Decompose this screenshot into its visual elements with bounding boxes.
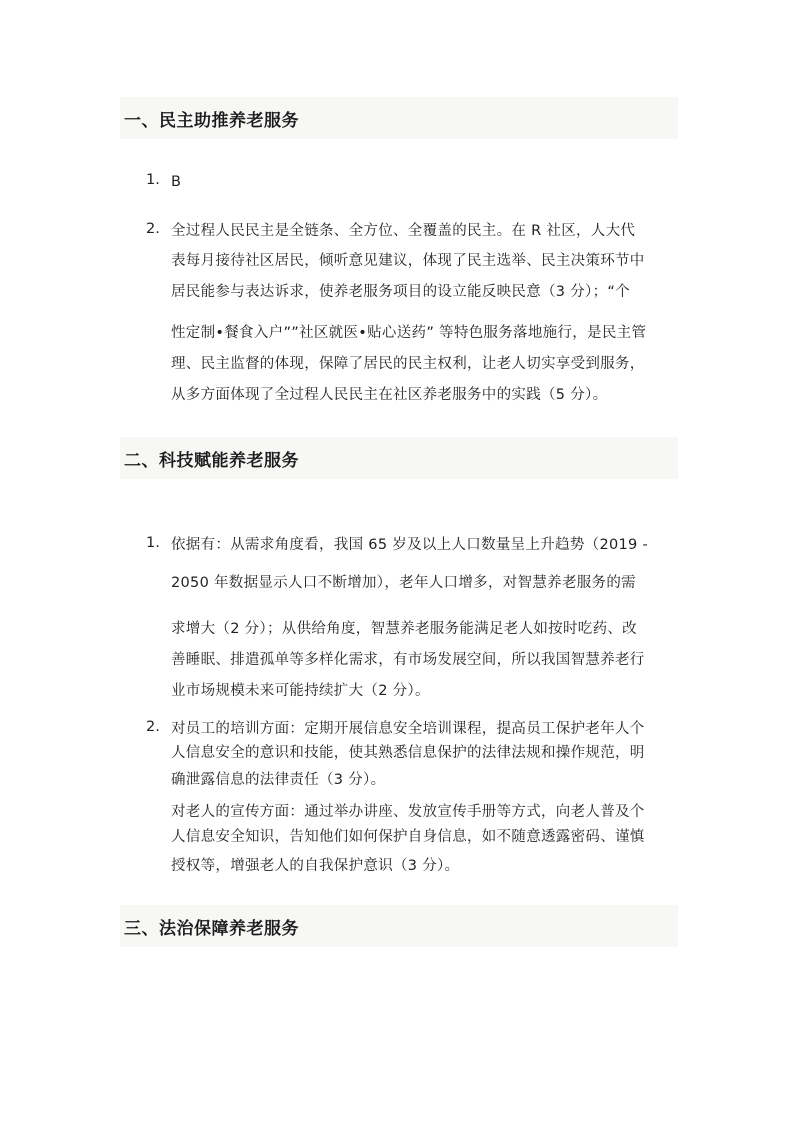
item-number: 2. (146, 221, 160, 237)
paragraph-line: 全过程人民民主是全链条、全方位、全覆盖的民主。在 R 社区，人大代 (171, 223, 636, 239)
paragraph-line: 性定制•餐食入户””社区就医•贴心送药” 等特色服务落地施行，是民主管 (171, 325, 647, 341)
paragraph-line: 居民能参与表达诉求，使养老服务项目的设立能反映民意（3 分）；“个 (171, 284, 630, 300)
paragraph-line: 求增大（2 分）；从供给角度，智慧养老服务能满足老人如按时吃药、改 (171, 621, 637, 637)
paragraph-line: 业市场规模未来可能持续扩大（2 分）。 (171, 683, 430, 699)
paragraph-line: 表每月接待社区居民，倾听意见建议，体现了民主选举、民主决策环节中 (171, 253, 645, 269)
answer-line: B (171, 174, 182, 190)
paragraph-line: 2050 年数据显示人口不断增加），老年人口增多，对智慧养老服务的需 (171, 575, 636, 591)
paragraph-line: 人信息安全的意识和技能，使其熟悉信息保护的法律法规和操作规范，明 (171, 745, 645, 761)
item-number: 2. (146, 719, 160, 735)
paragraph-line: 授权等，增强老人的自我保护意识（3 分）。 (171, 858, 460, 874)
paragraph-line: 人信息安全知识，告知他们如何保护自身信息，如不随意透露密码、谨慎 (171, 829, 645, 845)
paragraph-line: 善睡眠、排遣孤单等多样化需求，有市场发展空间，所以我国智慧养老行 (171, 652, 645, 668)
paragraph-line: 从多方面体现了全过程人民民主在社区养老服务中的实践（5 分）。 (171, 387, 608, 403)
item-number: 1. (146, 172, 160, 188)
section-heading-2: 二、科技赋能养老服务 (120, 437, 678, 479)
paragraph-line: 对老人的宣传方面：通过举办讲座、发放宣传手册等方式，向老人普及个 (171, 804, 645, 820)
item-number: 1. (146, 535, 160, 551)
paragraph-line: 依据有：从需求角度看，我国 65 岁及以上人口数量呈上升趋势（2019 - (171, 537, 649, 553)
section-heading-1: 一、民主助推养老服务 (120, 97, 678, 139)
paragraph-line: 对员工的培训方面：定期开展信息安全培训课程，提高员工保护老年人个 (171, 721, 645, 737)
paragraph-line: 确泄露信息的法律责任（3 分）。 (171, 772, 386, 788)
section-heading-3: 三、法治保障养老服务 (120, 905, 678, 947)
paragraph-line: 理、民主监督的体现，保障了居民的民主权利，让老人切实享受到服务， (171, 356, 645, 372)
